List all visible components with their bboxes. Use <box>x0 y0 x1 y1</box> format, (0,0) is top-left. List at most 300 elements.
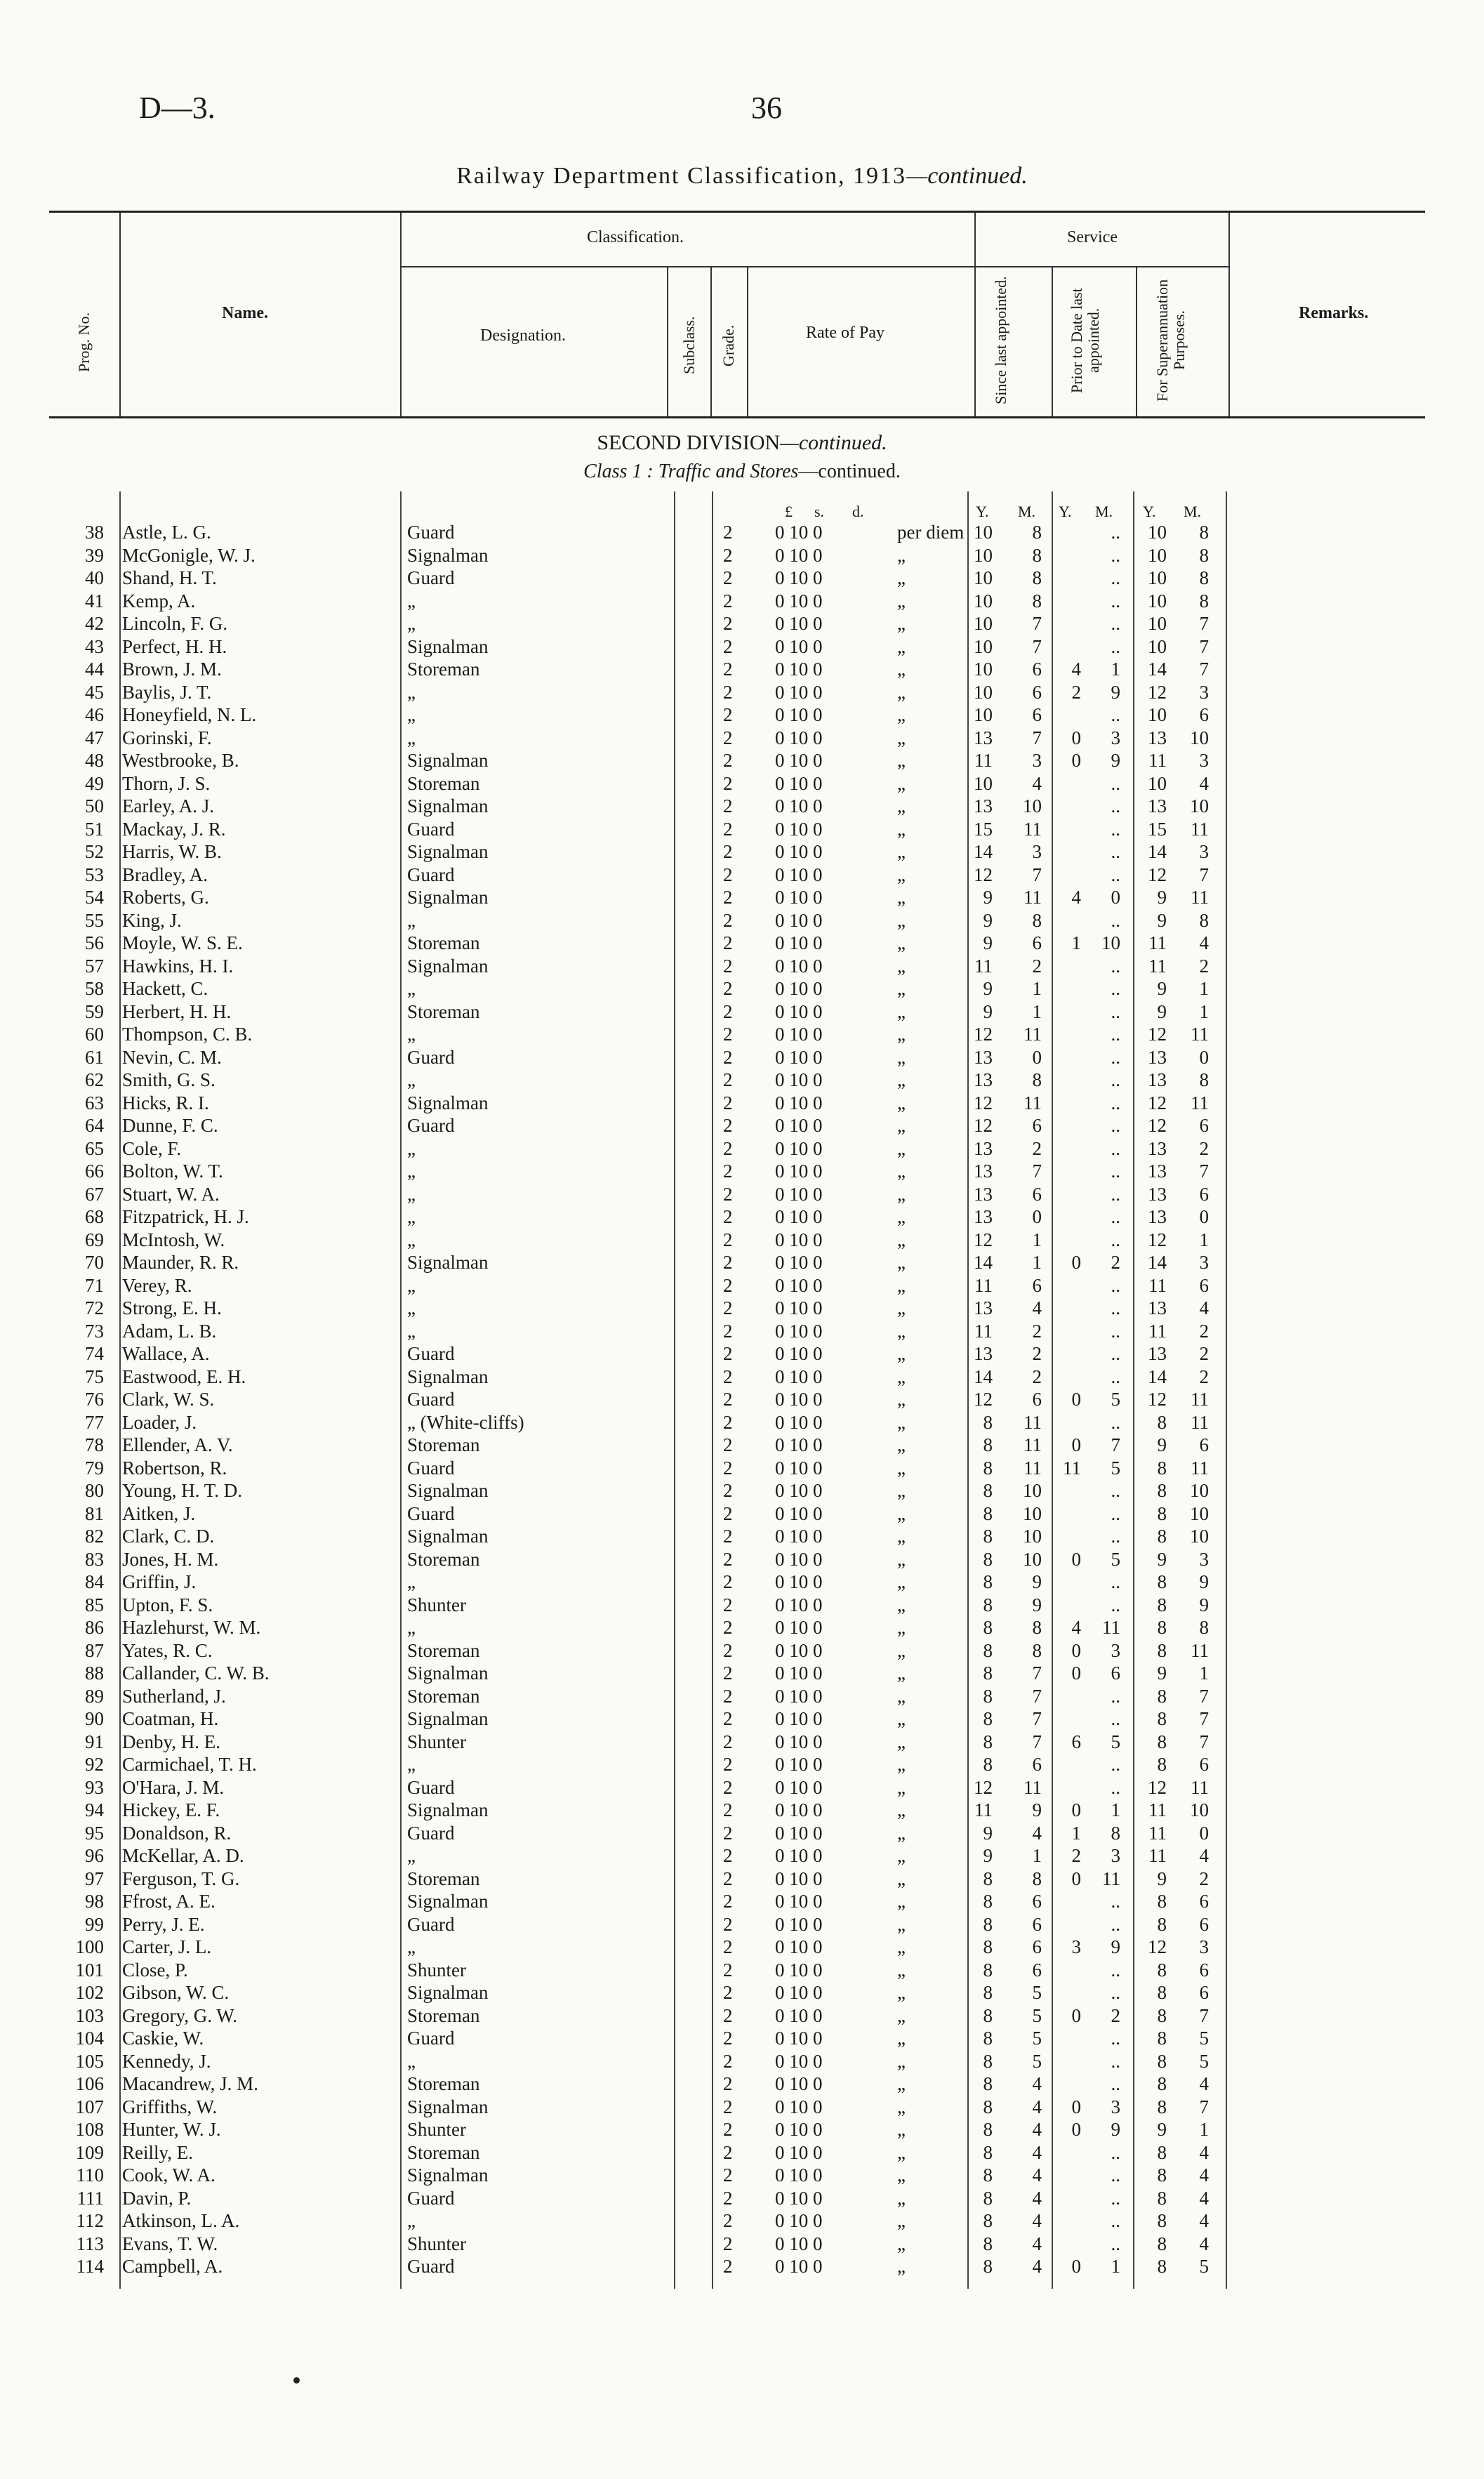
prog-no: 95 <box>85 1822 104 1844</box>
super-months: 2 <box>1199 1343 1209 1364</box>
prior-months: .. <box>1111 1046 1120 1068</box>
table-row <box>0 1525 1484 1548</box>
employee-name: Adam, L. B. <box>122 1320 217 1342</box>
prog-no: 96 <box>85 1845 104 1866</box>
class-name: Traffic and Stores <box>658 461 799 482</box>
prior-months: .. <box>1111 1411 1120 1433</box>
table-row <box>0 1069 1484 1092</box>
rate-of-pay: 0 10 0 <box>775 909 823 931</box>
rate-unit: „ <box>897 772 906 794</box>
grade: 2 <box>723 978 733 999</box>
grade: 2 <box>723 1434 733 1455</box>
super-years: 8 <box>1157 2050 1167 2072</box>
rate-unit: „ <box>897 1526 906 1547</box>
rate-of-pay: 0 10 0 <box>775 1206 823 1227</box>
grade: 2 <box>723 1092 733 1113</box>
prog-no: 82 <box>85 1526 104 1547</box>
rate-unit: „ <box>897 1297 906 1318</box>
rate-unit: „ <box>897 2187 906 2209</box>
employee-name: Sutherland, J. <box>122 1685 226 1707</box>
employee-name: Thompson, C. B. <box>122 1024 253 1045</box>
rate-unit: „ <box>897 1183 906 1205</box>
designation: „ <box>407 909 416 931</box>
super-months: 11 <box>1191 1639 1209 1661</box>
employee-name: Davin, P. <box>122 2187 192 2209</box>
employee-name: Clark, C. D. <box>122 1526 215 1547</box>
rate-unit: „ <box>897 1867 906 1889</box>
prior-months: .. <box>1111 1115 1120 1136</box>
prior-months: 5 <box>1111 1548 1120 1570</box>
since-years: 8 <box>983 2141 993 2163</box>
unit-shillings: s. <box>814 503 825 520</box>
employee-name: Maunder, R. R. <box>122 1252 239 1273</box>
table-row <box>0 2209 1484 2233</box>
employee-name: Lincoln, F. G. <box>122 613 228 634</box>
grade: 2 <box>723 1297 733 1318</box>
designation: Storeman <box>407 1867 480 1889</box>
grade: 2 <box>723 1024 733 1045</box>
rate-unit: „ <box>897 1708 906 1729</box>
since-months: 8 <box>1032 1867 1042 1889</box>
table-row <box>0 2004 1484 2028</box>
grade: 2 <box>723 681 733 703</box>
page-number: 36 <box>751 91 782 125</box>
since-months: 1 <box>1032 1252 1042 1273</box>
rate-unit: „ <box>897 1069 906 1090</box>
designation: Guard <box>407 1913 455 1935</box>
since-years: 12 <box>974 1115 993 1136</box>
employee-name: Strong, E. H. <box>122 1297 222 1318</box>
employee-name: Herbert, H. H. <box>122 1000 232 1022</box>
since-years: 8 <box>983 1434 993 1455</box>
grade: 2 <box>723 1708 733 1729</box>
prog-no: 106 <box>75 2073 104 2094</box>
super-months: 6 <box>1199 1891 1209 1912</box>
super-years: 8 <box>1157 2141 1167 2163</box>
since-years: 9 <box>983 887 993 908</box>
grade: 2 <box>723 2256 733 2277</box>
grade-header: Grade. <box>720 324 737 366</box>
super-months: 8 <box>1199 909 1209 931</box>
prog-no: 111 <box>77 2187 104 2209</box>
super-months: 2 <box>1199 1137 1209 1159</box>
designation: Shunter <box>407 2233 466 2254</box>
since-months: 11 <box>1023 887 1042 908</box>
prog-no: 52 <box>85 841 104 862</box>
prog-no: 42 <box>85 613 104 634</box>
super-months: 4 <box>1199 772 1209 794</box>
rate-unit: „ <box>897 864 906 885</box>
table-row <box>0 1366 1484 1389</box>
prog-no: 94 <box>85 1799 104 1820</box>
grade: 2 <box>723 2233 733 2254</box>
table-row <box>0 1776 1484 1799</box>
prior-months: .. <box>1111 1229 1120 1250</box>
prior-months: 1 <box>1111 659 1120 680</box>
rate-unit: „ <box>897 2028 906 2049</box>
table-row <box>0 1205 1484 1229</box>
super-months: 6 <box>1199 1115 1209 1136</box>
rate-of-pay-header: Rate of Pay <box>806 324 885 342</box>
rate-of-pay: 0 10 0 <box>775 1502 823 1524</box>
prior-months: .. <box>1111 2028 1120 2049</box>
super-years: 9 <box>1157 909 1167 931</box>
grade: 2 <box>723 659 733 680</box>
grade: 2 <box>723 795 733 817</box>
rate-unit: „ <box>897 1754 906 1775</box>
employee-name: Westbrooke, B. <box>122 750 239 771</box>
title-suffix: —continued. <box>906 163 1028 189</box>
rate-of-pay: 0 10 0 <box>775 1617 823 1638</box>
prog-no: 113 <box>76 2233 104 2254</box>
rate-of-pay: 0 10 0 <box>775 1297 823 1318</box>
since-months: 9 <box>1032 1571 1042 1592</box>
table-row <box>0 1616 1484 1639</box>
prior-months: 3 <box>1111 2096 1120 2117</box>
since-months: 2 <box>1032 1320 1042 1342</box>
since-months: 4 <box>1032 2210 1042 2231</box>
since-years: 8 <box>983 2119 993 2140</box>
unit-pound: £ <box>785 503 793 520</box>
super-years: 11 <box>1148 1799 1167 1820</box>
prog-no: 47 <box>85 727 104 748</box>
since-years: 8 <box>983 2096 993 2117</box>
employee-name: Aitken, J. <box>122 1502 196 1524</box>
prior-years: 11 <box>1063 1457 1081 1479</box>
since-months: 6 <box>1032 1754 1042 1775</box>
employee-name: Smith, G. S. <box>122 1069 216 1090</box>
since-years: 12 <box>974 864 993 885</box>
prior-months: 3 <box>1111 1639 1120 1661</box>
rate-unit: „ <box>897 1000 906 1022</box>
since-months: 8 <box>1032 1617 1042 1638</box>
since-months: 7 <box>1032 613 1042 634</box>
prog-no: 114 <box>76 2256 104 2277</box>
grade: 2 <box>723 1617 733 1638</box>
prog-no: 81 <box>85 1502 104 1524</box>
prior-years: 0 <box>1071 750 1081 771</box>
grade: 2 <box>723 1229 733 1250</box>
rate-of-pay: 0 10 0 <box>775 613 823 634</box>
grade: 2 <box>723 887 733 908</box>
prior-months: .. <box>1111 1685 1120 1707</box>
since-months: 5 <box>1032 2004 1042 2026</box>
super-years: 8 <box>1157 1913 1167 1935</box>
since-years: 13 <box>974 1183 993 1205</box>
employee-name: King, J. <box>122 909 182 931</box>
grade: 2 <box>723 864 733 885</box>
rate-of-pay: 0 10 0 <box>775 1799 823 1820</box>
grade: 2 <box>723 750 733 771</box>
prior-months: .. <box>1111 567 1120 588</box>
since-years: 12 <box>974 1092 993 1113</box>
rate-unit: „ <box>897 590 906 612</box>
since-months: 4 <box>1032 2096 1042 2117</box>
since-months: 8 <box>1032 590 1042 612</box>
prior-years: 1 <box>1071 1822 1081 1844</box>
employee-name: Hickey, E. F. <box>122 1799 220 1820</box>
rate-unit: „ <box>897 1161 906 1182</box>
designation: Storeman <box>407 2004 480 2026</box>
super-months: 11 <box>1191 1411 1209 1433</box>
subclass-header: Subclass. <box>680 316 698 375</box>
super-months: 8 <box>1199 522 1209 543</box>
rate-unit: „ <box>897 2050 906 2072</box>
grade: 2 <box>723 1662 733 1684</box>
grade: 2 <box>723 1411 733 1433</box>
since-months: 6 <box>1032 659 1042 680</box>
rate-of-pay: 0 10 0 <box>775 1024 823 1045</box>
table-row <box>0 567 1484 590</box>
prior-months: .. <box>1111 1183 1120 1205</box>
table-row <box>0 772 1484 795</box>
employee-name: Gibson, W. C. <box>122 1982 230 2003</box>
employee-name: Shand, H. T. <box>122 567 217 588</box>
prog-no: 109 <box>75 2141 104 2163</box>
table-row <box>0 1320 1484 1343</box>
employee-name: Mackay, J. R. <box>122 818 226 840</box>
prog-no: 55 <box>85 909 104 931</box>
employee-name: Donaldson, R. <box>122 1822 232 1844</box>
grade: 2 <box>723 1754 733 1775</box>
super-years: 11 <box>1148 932 1167 953</box>
rate-of-pay: 0 10 0 <box>775 1137 823 1159</box>
prog-no: 60 <box>85 1024 104 1045</box>
since-years: 8 <box>983 1754 993 1775</box>
super-years: 9 <box>1157 1867 1167 1889</box>
table-row <box>0 1662 1484 1685</box>
prog-no: 107 <box>75 2096 104 2117</box>
page-reference: D—3. <box>139 91 216 125</box>
prog-no: 39 <box>85 544 104 566</box>
employee-name: Carmichael, T. H. <box>122 1754 257 1775</box>
since-months: 0 <box>1032 1046 1042 1068</box>
super-years: 8 <box>1157 2073 1167 2094</box>
prog-no: 105 <box>75 2050 104 2072</box>
classification-table <box>0 521 1484 2278</box>
table-row <box>0 1046 1484 1069</box>
table-row <box>0 1114 1484 1137</box>
prior-months: .. <box>1111 1526 1120 1547</box>
since-years: 8 <box>983 1639 993 1661</box>
super-months: 4 <box>1199 1845 1209 1866</box>
super-years: 13 <box>1148 1183 1167 1205</box>
prior-months: .. <box>1111 1069 1120 1090</box>
since-months: 2 <box>1032 1137 1042 1159</box>
prog-no-header: Prog. No. <box>75 312 93 373</box>
super-years: 8 <box>1157 1526 1167 1547</box>
prog-no: 70 <box>85 1252 104 1273</box>
rate-unit: „ <box>897 1845 906 1866</box>
grade: 2 <box>723 818 733 840</box>
rate-of-pay: 0 10 0 <box>775 1115 823 1136</box>
rate-of-pay: 0 10 0 <box>775 1548 823 1570</box>
super-months: 11 <box>1191 1776 1209 1798</box>
rate-unit: „ <box>897 659 906 680</box>
prog-no: 97 <box>85 1867 104 1889</box>
super-months: 6 <box>1199 1959 1209 1981</box>
super-months: 10 <box>1190 1480 1209 1501</box>
table-row <box>0 1137 1484 1161</box>
prog-no: 56 <box>85 932 104 953</box>
employee-name: Loader, J. <box>122 1411 197 1433</box>
prior-months: 11 <box>1102 1617 1120 1638</box>
employee-name: Harris, W. B. <box>122 841 222 862</box>
designation: Signalman <box>407 1252 489 1273</box>
employee-name: Brown, J. M. <box>122 659 222 680</box>
rate-of-pay: 0 10 0 <box>775 635 823 657</box>
prog-no: 99 <box>85 1913 104 1935</box>
designation: Signalman <box>407 2164 489 2186</box>
designation: „ <box>407 1320 416 1342</box>
since-years: 8 <box>983 1708 993 1729</box>
prior-months: .. <box>1111 2141 1120 2163</box>
since-months: 6 <box>1032 1936 1042 1957</box>
prior-months: .. <box>1111 1891 1120 1912</box>
prog-no: 91 <box>85 1731 104 1752</box>
designation: Guard <box>407 1776 455 1798</box>
grade: 2 <box>723 772 733 794</box>
since-years: 9 <box>983 1845 993 1866</box>
super-months: 8 <box>1199 1069 1209 1090</box>
prior-months: .. <box>1111 1343 1120 1364</box>
grade: 2 <box>723 909 733 931</box>
since-months: 0 <box>1032 1206 1042 1227</box>
employee-name: Verey, R. <box>122 1274 192 1296</box>
super-years: 12 <box>1148 1936 1167 1957</box>
rate-of-pay: 0 10 0 <box>775 1845 823 1866</box>
since-months: 7 <box>1032 727 1042 748</box>
since-years: 9 <box>983 909 993 931</box>
since-years: 9 <box>983 1822 993 1844</box>
rate-of-pay: 0 10 0 <box>775 2210 823 2231</box>
super-years: 9 <box>1157 978 1167 999</box>
since-months: 5 <box>1032 2050 1042 2072</box>
super-months: 3 <box>1199 1936 1209 1957</box>
since-years: 13 <box>974 1343 993 1364</box>
rate-of-pay: 0 10 0 <box>775 2073 823 2094</box>
designation: „ <box>407 1137 416 1159</box>
super-months: 7 <box>1199 659 1209 680</box>
rate-unit: „ <box>897 2164 906 2186</box>
since-years: 10 <box>974 681 993 703</box>
prior-years: 0 <box>1071 727 1081 748</box>
since-months: 1 <box>1032 1000 1042 1022</box>
designation: „ <box>407 2210 416 2231</box>
employee-name: Young, H. T. D. <box>122 1480 243 1501</box>
since-years: 13 <box>974 1046 993 1068</box>
rate-of-pay: 0 10 0 <box>775 978 823 999</box>
super-years: 8 <box>1157 1457 1167 1479</box>
unit-pence: d. <box>852 503 864 520</box>
employee-name: Bradley, A. <box>122 864 208 885</box>
rate-of-pay: 0 10 0 <box>775 818 823 840</box>
rate-of-pay: 0 10 0 <box>775 1411 823 1433</box>
since-months: 7 <box>1032 1662 1042 1684</box>
prior-years: 4 <box>1071 887 1081 908</box>
rate-unit: „ <box>897 2119 906 2140</box>
designation: Guard <box>407 522 455 543</box>
since-years: 14 <box>974 1366 993 1387</box>
prog-no: 72 <box>85 1297 104 1318</box>
since-months: 6 <box>1032 1274 1042 1296</box>
table-row <box>0 1707 1484 1731</box>
prog-no: 100 <box>75 1936 104 1957</box>
prior-months: .. <box>1111 1708 1120 1729</box>
since-years: 13 <box>974 1206 993 1227</box>
since-years: 13 <box>974 795 993 817</box>
designation: „ <box>407 1024 416 1045</box>
section-name: SECOND DIVISION <box>597 431 781 454</box>
employee-name: Macandrew, J. M. <box>122 2073 258 2094</box>
rate-of-pay: 0 10 0 <box>775 1867 823 1889</box>
rate-of-pay: 0 10 0 <box>775 864 823 885</box>
prog-no: 74 <box>85 1343 104 1364</box>
prior-years: 0 <box>1071 2119 1081 2140</box>
prior-years: 0 <box>1071 2004 1081 2026</box>
designation: Guard <box>407 1343 455 1364</box>
super-months: 2 <box>1199 1320 1209 1342</box>
prog-no: 61 <box>85 1046 104 1068</box>
rate-of-pay: 0 10 0 <box>775 704 823 725</box>
table-row <box>0 840 1484 864</box>
designation: Signalman <box>407 1708 489 1729</box>
employee-name: Cook, W. A. <box>122 2164 216 2186</box>
rate-unit: per diem <box>897 522 965 543</box>
super-years: 8 <box>1157 1708 1167 1729</box>
super-years: 8 <box>1157 2028 1167 2049</box>
rate-unit: „ <box>897 1024 906 1045</box>
table-row <box>0 955 1484 978</box>
prog-no: 98 <box>85 1891 104 1912</box>
prior-months: .. <box>1111 1206 1120 1227</box>
rate-unit: „ <box>897 635 906 657</box>
employee-name: McGonigle, W. J. <box>122 544 256 566</box>
prior-years: 0 <box>1071 2096 1081 2117</box>
subsection-title <box>0 461 1484 483</box>
prior-months: .. <box>1111 2050 1120 2072</box>
prog-no: 89 <box>85 1685 104 1707</box>
table-row <box>0 1890 1484 1913</box>
designation: Signalman <box>407 544 489 566</box>
prior-months: 5 <box>1111 1731 1120 1752</box>
designation: „ <box>407 1229 416 1250</box>
table-row <box>0 795 1484 818</box>
prog-no: 90 <box>85 1708 104 1729</box>
super-months: 10 <box>1190 1502 1209 1524</box>
designation: „ <box>407 1274 416 1296</box>
prior-months: .. <box>1111 1776 1120 1798</box>
super-months: 6 <box>1199 1434 1209 1455</box>
prior-months: .. <box>1111 978 1120 999</box>
prior-months: .. <box>1111 1161 1120 1182</box>
super-months: 4 <box>1199 2164 1209 2186</box>
employee-name: Denby, H. E. <box>122 1731 220 1752</box>
rate-of-pay: 0 10 0 <box>775 567 823 588</box>
grade: 2 <box>723 1252 733 1273</box>
table-header <box>49 211 1425 418</box>
since-years: 8 <box>983 1548 993 1570</box>
grade: 2 <box>723 1571 733 1592</box>
prior-years: 0 <box>1071 1389 1081 1410</box>
table-row <box>0 864 1484 887</box>
rate-unit: „ <box>897 1389 906 1410</box>
rate-unit: „ <box>897 544 906 566</box>
grade: 2 <box>723 1502 733 1524</box>
employee-name: Upton, F. S. <box>122 1594 213 1615</box>
grade: 2 <box>723 2187 733 2209</box>
designation: Signalman <box>407 1092 489 1113</box>
